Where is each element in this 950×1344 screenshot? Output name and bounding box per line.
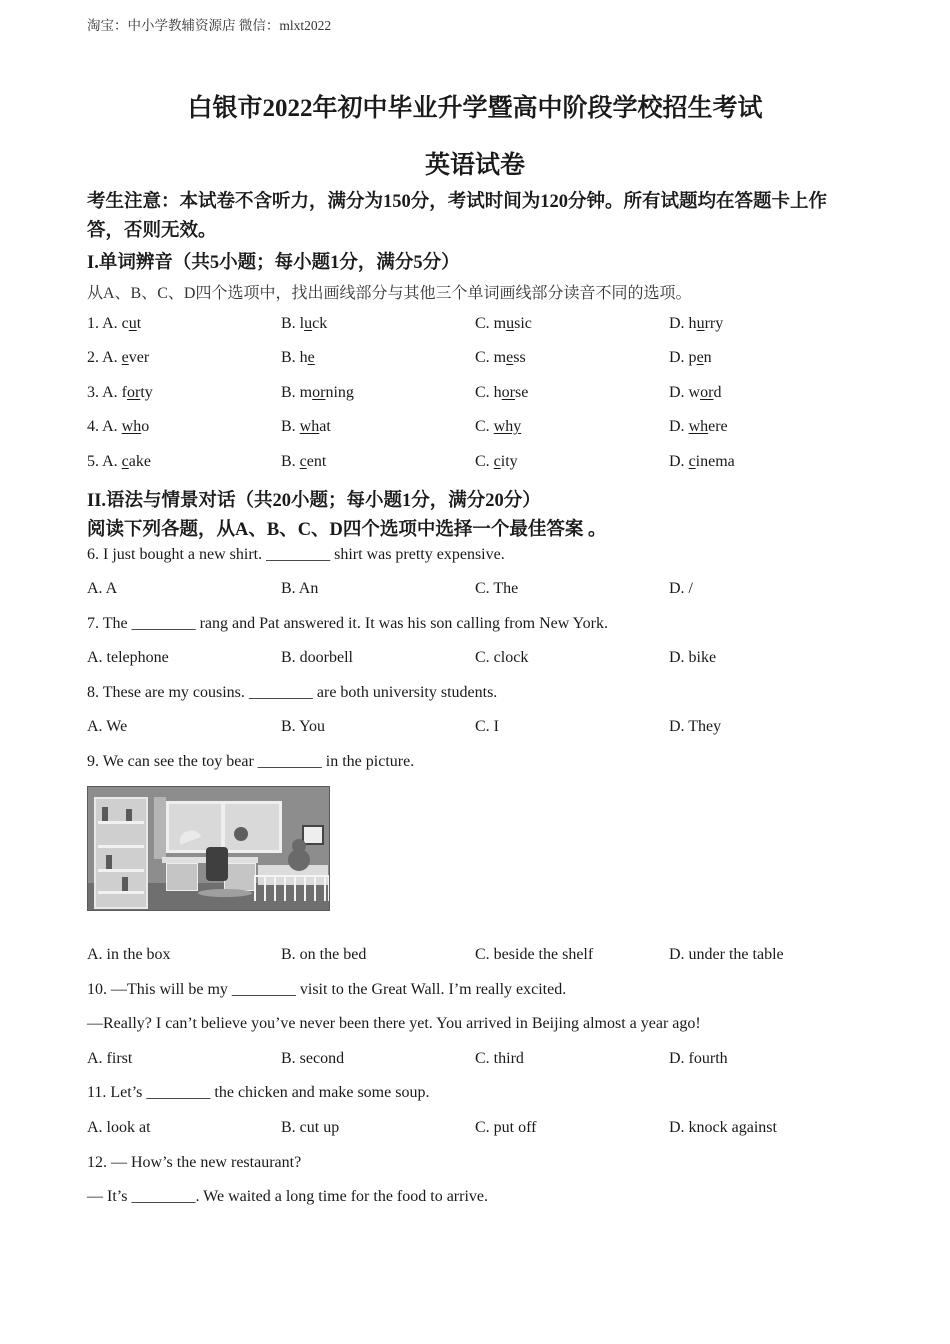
- option-b[interactable]: B. second: [281, 1050, 345, 1067]
- window-blind: [154, 797, 166, 859]
- question-12-reply: — It’s ________. We waited a long time for the food to arrive.: [87, 1188, 488, 1205]
- question-7-stem: 7. The ________ rang and Pat answered it. It was his son calling from New York.: [87, 615, 608, 632]
- option-d[interactable]: D. hurry: [669, 315, 724, 332]
- toy-bear: [288, 849, 310, 871]
- question-row-3: [0, 384, 950, 408]
- option-d[interactable]: D. /: [669, 580, 693, 597]
- option-c[interactable]: C. why: [475, 418, 522, 435]
- question-row-4: [0, 418, 950, 442]
- option-a[interactable]: A. A: [87, 580, 118, 597]
- question-7-options: [0, 649, 950, 673]
- option-a[interactable]: 1. A. cut: [87, 315, 142, 332]
- option-b[interactable]: B. doorbell: [281, 649, 353, 666]
- option-c[interactable]: C. clock: [475, 649, 529, 666]
- section2-instruction: 阅读下列各题，从A、B、C、D四个选项中选择一个最佳答案 。: [87, 520, 607, 540]
- question-8-stem: 8. These are my cousins. ________ are both university students.: [87, 684, 498, 701]
- option-a[interactable]: 3. A. forty: [87, 384, 153, 401]
- option-c[interactable]: C. beside the shelf: [475, 946, 594, 963]
- bookshelf: [94, 797, 148, 909]
- section1-heading: I.单词辨音（共5小题；每小题1分，满分5分）: [87, 253, 460, 273]
- option-a[interactable]: A. in the box: [87, 946, 171, 963]
- bedroom-picture: [87, 786, 330, 911]
- option-b[interactable]: B. he: [281, 349, 315, 366]
- option-d[interactable]: D. fourth: [669, 1050, 728, 1067]
- option-d[interactable]: D. word: [669, 384, 722, 401]
- option-b[interactable]: B. morning: [281, 384, 354, 401]
- question-6-stem: 6. I just bought a new shirt. ________ shirt was pretty expensive.: [87, 546, 505, 563]
- option-a[interactable]: A. look at: [87, 1119, 151, 1136]
- question-9-stem: 9. We can see the toy bear ________ in the picture.: [87, 753, 415, 770]
- option-b[interactable]: B. cent: [281, 453, 327, 470]
- option-b[interactable]: B. on the bed: [281, 946, 367, 963]
- option-d[interactable]: D. bike: [669, 649, 717, 666]
- rug: [198, 889, 252, 897]
- bed-rail: [254, 875, 330, 901]
- question-8-options: [0, 718, 950, 742]
- option-c[interactable]: C. I: [475, 718, 499, 735]
- option-a[interactable]: A. We: [87, 718, 128, 735]
- option-d[interactable]: D. where: [669, 418, 728, 435]
- exam-subtitle: 英语试卷: [424, 152, 525, 179]
- option-a[interactable]: 5. A. cake: [87, 453, 151, 470]
- option-c[interactable]: C. city: [475, 453, 518, 470]
- option-c[interactable]: C. music: [475, 315, 532, 332]
- option-a[interactable]: 4. A. who: [87, 418, 150, 435]
- section1-instruction: 从A、B、C、D四个选项中，找出画线部分与其他三个单词画线部分读音不同的选项。: [87, 285, 692, 302]
- option-c[interactable]: C. horse: [475, 384, 529, 401]
- chair: [206, 847, 228, 881]
- window: [166, 801, 282, 853]
- header-note: 淘宝：中小学教辅资源店 微信：mlxt2022: [87, 18, 332, 33]
- option-a[interactable]: A. telephone: [87, 649, 169, 666]
- question-6-options: [0, 580, 950, 604]
- question-10-stem: 10. —This will be my ________ visit to the Great Wall. I’m really excited.: [87, 981, 567, 998]
- desk-drawers-left: [166, 863, 198, 891]
- section2-heading: II.语法与情景对话（共20小题；每小题1分，满分20分）: [87, 491, 541, 511]
- question-10-reply: —Really? I can’t believe you’ve never been there yet. You arrived in Beijing almost a year ago!: [87, 1015, 701, 1032]
- option-d[interactable]: D. cinema: [669, 453, 735, 470]
- option-d[interactable]: D. They: [669, 718, 722, 735]
- option-b[interactable]: B. what: [281, 418, 331, 435]
- option-a[interactable]: A. first: [87, 1050, 133, 1067]
- option-d[interactable]: D. under the table: [669, 946, 784, 963]
- option-c[interactable]: C. mess: [475, 349, 526, 366]
- question-12-stem: 12. — How’s the new restaurant?: [87, 1154, 302, 1171]
- plant: [234, 827, 248, 841]
- option-c[interactable]: C. The: [475, 580, 519, 597]
- question-9-options: [0, 946, 950, 970]
- question-row-5: [0, 453, 950, 477]
- question-11-options: [0, 1119, 950, 1143]
- desk-drawers-right: [224, 863, 256, 891]
- option-d[interactable]: D. knock against: [669, 1119, 777, 1136]
- option-b[interactable]: B. An: [281, 580, 319, 597]
- question-row-1: [0, 315, 950, 339]
- option-c[interactable]: C. put off: [475, 1119, 537, 1136]
- option-b[interactable]: B. cut up: [281, 1119, 340, 1136]
- exam-title: 白银市2022年初中毕业升学暨高中阶段学校招生考试: [187, 95, 763, 122]
- option-d[interactable]: D. pen: [669, 349, 712, 366]
- option-b[interactable]: B. You: [281, 718, 326, 735]
- option-a[interactable]: 2. A. ever: [87, 349, 150, 366]
- question-11-stem: 11. Let’s ________ the chicken and make some soup.: [87, 1084, 430, 1101]
- question-10-options: [0, 1050, 950, 1074]
- option-b[interactable]: B. luck: [281, 315, 328, 332]
- exam-notice: 考生注意：本试卷不含听力，满分为150分，考试时间为120分钟。所有试题均在答题卡上作答，否则无效。: [87, 192, 828, 241]
- option-c[interactable]: C. third: [475, 1050, 524, 1067]
- question-row-2: [0, 349, 950, 373]
